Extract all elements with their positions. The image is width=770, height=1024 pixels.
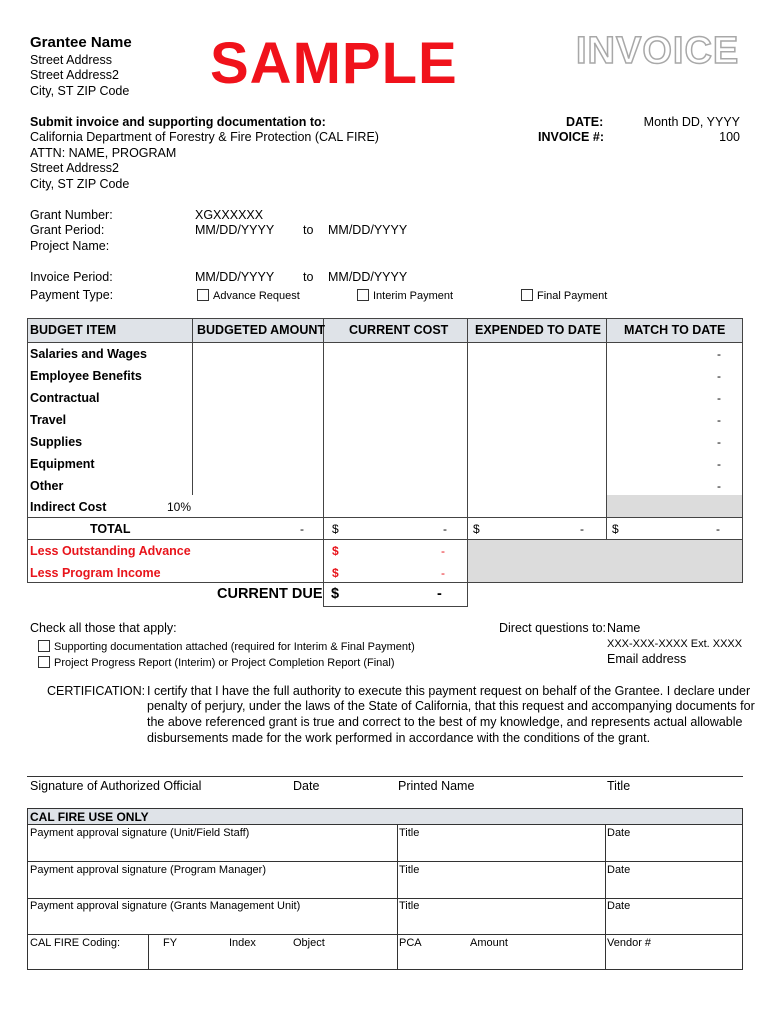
grantee-address1: Street Address — [30, 53, 112, 67]
project-name-label: Project Name: — [30, 239, 110, 253]
approval-program-date[interactable]: Date — [607, 864, 631, 876]
col-current-cost: CURRENT COST — [349, 323, 449, 337]
less-rows-shade — [467, 539, 743, 582]
coding-vendor[interactable]: Vendor # — [607, 937, 652, 949]
less-advance-label: Less Outstanding Advance — [30, 544, 191, 558]
payment-interim-option[interactable]: Interim Payment — [357, 289, 453, 302]
total-match: - — [716, 522, 720, 536]
signature-official-label: Signature of Authorized Official — [30, 779, 202, 793]
approval-program-manager[interactable]: Payment approval signature (Program Manager) — [30, 864, 267, 876]
approval-unit-staff[interactable]: Payment approval signature (Unit/Field Staff) — [30, 827, 250, 839]
certification-line-3: the above referenced grant is true and correct to the best of my knowledge, and represents actual allowable — [147, 715, 743, 729]
total-label: TOTAL — [90, 522, 131, 536]
contact-phone: XXX-XXX-XXXX Ext. XXXX — [607, 638, 743, 650]
advance-checkbox[interactable] — [197, 289, 209, 301]
contact-name: Name — [607, 621, 641, 635]
approval-grants-title[interactable]: Title — [399, 900, 420, 912]
submit-street: Street Address2 — [30, 161, 119, 175]
grantee-city: City, ST ZIP Code — [30, 84, 130, 98]
grant-number-value[interactable]: XGXXXXXX — [195, 208, 264, 222]
invoice-period-to[interactable]: MM/DD/YYYY — [328, 270, 408, 284]
approval-grants-date[interactable]: Date — [607, 900, 631, 912]
row-contractual: Contractual — [30, 391, 100, 405]
contact-email: Email address — [607, 652, 687, 666]
calfire-use-only-table — [27, 808, 743, 970]
payment-advance-option[interactable]: Advance Request — [197, 289, 300, 302]
grantee-address2: Street Address2 — [30, 68, 119, 82]
date-label: DATE: — [566, 115, 604, 129]
approval-unit-title[interactable]: Title — [399, 827, 420, 839]
direct-questions-label: Direct questions to: — [499, 621, 606, 635]
grant-period-to[interactable]: MM/DD/YYYY — [328, 223, 408, 237]
total-expended-dollar: $ — [473, 522, 480, 536]
match-travel[interactable]: - — [717, 413, 721, 427]
certification-line-1: I certify that I have the full authority to execute this payment request on behalf of the Grantee. I declare under — [147, 684, 751, 698]
match-benefits[interactable]: - — [717, 369, 721, 383]
certification-label: CERTIFICATION: — [47, 684, 146, 698]
row-travel: Travel — [30, 413, 67, 427]
coding-pca[interactable]: PCA — [399, 937, 422, 949]
calfire-coding-label: CAL FIRE Coding: — [30, 937, 121, 949]
less-advance-value[interactable]: - — [441, 544, 445, 558]
row-salaries: Salaries and Wages — [30, 347, 147, 361]
total-current-dollar: $ — [332, 522, 339, 536]
coding-fy[interactable]: FY — [163, 937, 178, 949]
certification-line-2: penalty of perjury, under the laws of the State of California, that this request and accompanying documents for — [147, 699, 755, 713]
interim-checkbox[interactable] — [357, 289, 369, 301]
submit-org: California Department of Forestry & Fire Protection (CAL FIRE) — [30, 130, 379, 144]
col-match-to-date: MATCH TO DATE — [624, 323, 726, 337]
submit-city: City, ST ZIP Code — [30, 177, 130, 191]
supporting-docs-checkbox[interactable] — [38, 640, 50, 652]
grant-period-label: Grant Period: — [30, 223, 105, 237]
budget-table — [27, 318, 743, 607]
invoice-period-to-word: to — [303, 270, 314, 284]
col-budgeted-amount: BUDGETED AMOUNT — [197, 323, 326, 337]
indirect-percent[interactable]: 10% — [167, 500, 192, 514]
check-progress-report[interactable]: Project Progress Report (Interim) or Project Completion Report (Final) — [38, 656, 395, 669]
signature-printed-name-label: Printed Name — [398, 779, 475, 793]
row-supplies: Supplies — [30, 435, 83, 449]
certification-line-4: disbursements made for the work performed in accordance with the conditions of the grant. — [147, 731, 651, 745]
invoice-period-label: Invoice Period: — [30, 270, 113, 284]
grant-period-from[interactable]: MM/DD/YYYY — [195, 223, 275, 237]
invoice-number-label: INVOICE #: — [538, 130, 604, 144]
signature-title-label: Title — [607, 779, 631, 793]
progress-report-checkbox[interactable] — [38, 656, 50, 668]
final-checkbox[interactable] — [521, 289, 533, 301]
invoice-period-from[interactable]: MM/DD/YYYY — [195, 270, 275, 284]
row-benefits: Employee Benefits — [30, 369, 142, 383]
match-equipment[interactable]: - — [717, 457, 721, 471]
less-income-dollar: $ — [332, 566, 339, 580]
total-current: - — [443, 522, 447, 536]
match-indirect-shade — [606, 495, 743, 517]
calfire-heading: CAL FIRE USE ONLY — [30, 810, 149, 824]
submit-heading: Submit invoice and supporting documentation to: — [30, 115, 326, 129]
row-equipment: Equipment — [30, 457, 95, 471]
payment-final-option[interactable]: Final Payment — [521, 289, 607, 302]
match-salaries[interactable]: - — [717, 347, 721, 361]
col-budget-item: BUDGET ITEM — [30, 323, 117, 337]
date-value[interactable]: Month DD, YYYY — [643, 115, 740, 129]
grant-number-label: Grant Number: — [30, 208, 113, 222]
total-match-dollar: $ — [612, 522, 619, 536]
approval-grants-management[interactable]: Payment approval signature (Grants Management Unit) — [30, 900, 301, 912]
current-due-dollar: $ — [331, 586, 340, 602]
approval-unit-date[interactable]: Date — [607, 827, 631, 839]
current-due-value: - — [437, 586, 442, 602]
total-budgeted: - — [300, 522, 304, 536]
check-supporting-docs[interactable]: Supporting documentation attached (required for Interim & Final Payment) — [38, 640, 415, 653]
grant-period-to-word: to — [303, 223, 314, 237]
less-income-label: Less Program Income — [30, 566, 161, 580]
match-other[interactable]: - — [717, 479, 721, 493]
total-expended: - — [580, 522, 584, 536]
check-heading: Check all those that apply: — [30, 621, 177, 635]
grantee-name: Grantee Name — [30, 34, 132, 51]
row-other: Other — [30, 479, 64, 493]
signature-line — [27, 776, 743, 777]
payment-type-label: Payment Type: — [30, 288, 114, 302]
row-indirect: Indirect Cost — [30, 500, 107, 514]
coding-amount[interactable]: Amount — [470, 937, 508, 949]
less-advance-dollar: $ — [332, 544, 339, 558]
invoice-title: INVOICE — [576, 30, 740, 72]
col-expended-to-date: EXPENDED TO DATE — [475, 323, 601, 337]
match-contractual[interactable]: - — [717, 391, 721, 405]
submit-attn: ATTN: NAME, PROGRAM — [30, 146, 177, 160]
signature-date-label: Date — [293, 779, 320, 793]
sample-watermark: SAMPLE — [210, 31, 458, 96]
less-income-value[interactable]: - — [441, 566, 445, 580]
approval-program-title[interactable]: Title — [399, 864, 420, 876]
invoice-number-value[interactable]: 100 — [719, 130, 740, 144]
current-due-label: CURRENT DUE — [217, 586, 323, 602]
match-supplies[interactable]: - — [717, 435, 721, 449]
coding-object[interactable]: Object — [293, 937, 325, 949]
coding-index[interactable]: Index — [229, 937, 256, 949]
